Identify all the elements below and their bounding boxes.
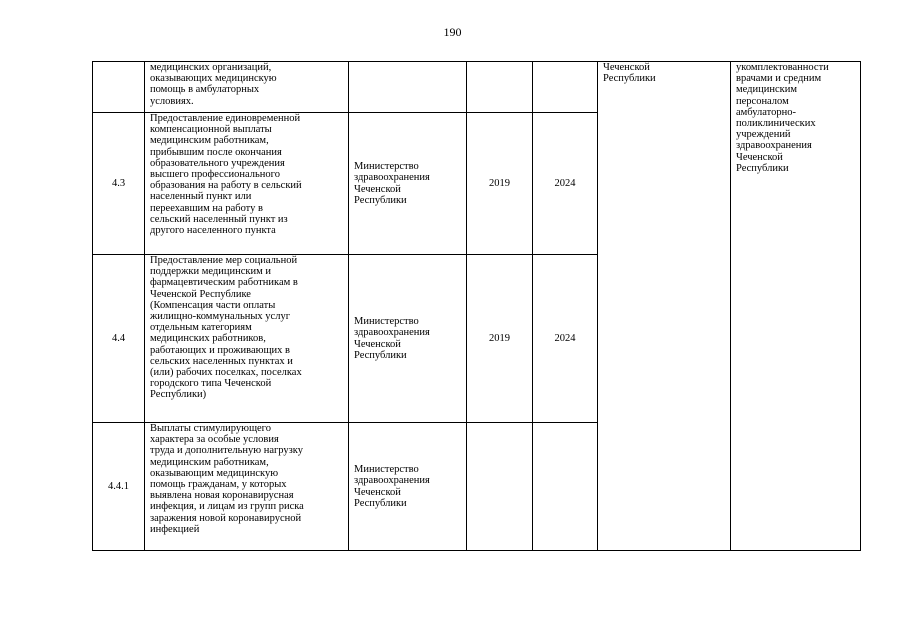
measure-name: Предоставление мер социальной поддержки медицинским и фармацевтическим работникам в Чеченской Республике (Компенсация части оплаты жилищно-коммунальных услуг отдельным категориям медицинских работников, работающих и проживающих в сельских населенных пунктах и (или) рабочих поселках, поселках городского типа Чеченской Республики): [145, 255, 349, 423]
executor: Министерство здравоохранения Чеченской Республики: [349, 255, 467, 423]
program-measures-table: [92, 61, 861, 551]
end-year: [533, 423, 598, 551]
executor: [349, 62, 467, 113]
row-number: 4.4.1: [93, 423, 145, 551]
expected-result-cell: укомплектованности врачами и средним медицинским персоналом амбулаторно- поликлинических учреждений здравоохранения Чеченской Республики: [731, 62, 861, 551]
start-year: 2019: [467, 113, 533, 255]
start-year: [467, 62, 533, 113]
measure-name: Предоставление единовременной компенсационной выплаты медицинским работникам, прибывшим после окончания образовательного учреждения высшего профессионального образования на работу в сельский населенный пункт или переехавшим на работу в сельский населенный пункт из другого населенного пункта: [145, 113, 349, 255]
end-year: 2024: [533, 113, 598, 255]
row-number: [93, 62, 145, 113]
row-number: 4.3: [93, 113, 145, 255]
coexecutor-cell: Чеченской Республики: [598, 62, 731, 551]
page-number: 190: [443, 25, 462, 39]
measure-name: медицинских организаций, оказывающих медицинскую помощь в амбулаторных условиях.: [145, 62, 349, 113]
end-year: [533, 62, 598, 113]
table-row: [93, 62, 861, 113]
end-year: 2024: [533, 255, 598, 423]
executor: Министерство здравоохранения Чеченской Республики: [349, 423, 467, 551]
start-year: 2019: [467, 255, 533, 423]
start-year: [467, 423, 533, 551]
executor: Министерство здравоохранения Чеченской Республики: [349, 113, 467, 255]
measure-name: Выплаты стимулирующего характера за особые условия труда и дополнительную нагрузку медицинским работникам, оказывающим медицинскую помощь гражданам, у которых выявлена новая коронавирусная инфекция, и лицам из групп риска заражения новой коронавирусной инфекцией: [145, 423, 349, 551]
row-number: 4.4: [93, 255, 145, 423]
